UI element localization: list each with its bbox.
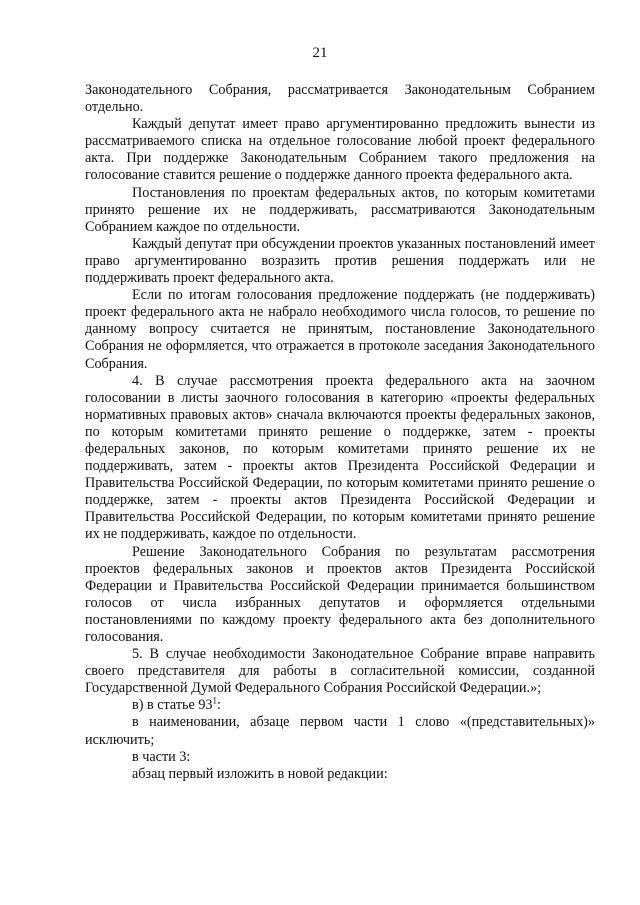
paragraph: Постановления по проектам федеральных актов, по которым комитетами принято решение их не поддерживать, рассматриваются Законодательным Собранием каждое по отдельности. (85, 184, 595, 235)
paragraph: Каждый депутат при обсуждении проектов указанных постановлений имеет право аргументированно возразить против решения поддержать или не поддерживать проект федерального акта. (85, 235, 595, 287)
paragraph: в наименовании, абзаце первом части 1 слово «(представительных)» исключить; (85, 714, 595, 748)
article-reference-tail: : (217, 697, 221, 714)
paragraph: 4. В случае рассмотрения проекта федерального акта на заочном голосовании в листы заочного голосования в категорию «проекты федеральных нормативных правовых актов» сначала включаются проекты федеральных законов, по которым комитетами принято решение о поддержке, затем - проекты федеральных законов, по которым комитетами принято решение их не поддерживать, затем - проекты актов Президента Российской Федерации и Правительства Российской Федерации, по которым комитетами принято решение о поддержке, затем - проекты актов Президента Российской Федерации и Правительства Российской Федерации, по которым комитетами принято решение их не поддерживать, каждое по отдельности. (85, 372, 595, 543)
paragraph: в части 3: (132, 748, 191, 765)
paragraph: абзац первый изложить в новой редакции: (132, 765, 388, 782)
paragraph: Законодательного Собрания, рассматривается Законодательным Собранием отдельно. (85, 82, 595, 116)
article-superscript: 1 (212, 695, 218, 706)
paragraph: Каждый депутат имеет право аргументированно предложить вынести из рассматриваемого списка на отдельное голосование любой проект федерального акта. При поддержке Законодательным Собранием такого предложения на голосование ставится решение о поддержке данного проекта федерального акта. (85, 116, 595, 184)
article-reference-text: в) в статье 93 (132, 697, 213, 714)
page-number: 21 (312, 45, 328, 61)
paragraph: Решение Законодательного Собрания по результатам рассмотрения проектов федеральных законов и проектов актов Президента Российской Федерации и Правительства Российской Федерации принимается большинством голосов от числа избранных депутатов и оформляется отдельными постановлениями по каждому проекту федерального акта без дополнительного голосования. (85, 543, 595, 645)
paragraph-article-reference (85, 697, 595, 714)
document-body (85, 82, 595, 783)
paragraph: Если по итогам голосования предложение поддержать (не поддерживать) проект федерального акта не набрало необходимого числа голосов, то решение по данному вопросу считается не принятым, постановление Законодательного Собрания не оформляется, что отражается в протоколе заседания Законодательного Собрания. (85, 287, 595, 372)
paragraph: 5. В случае необходимости Законодательное Собрание вправе направить своего представителя для работы в согласительной комиссии, созданной Государственной Думой Федерального Собрания Российской Федерации.»; (85, 646, 595, 697)
